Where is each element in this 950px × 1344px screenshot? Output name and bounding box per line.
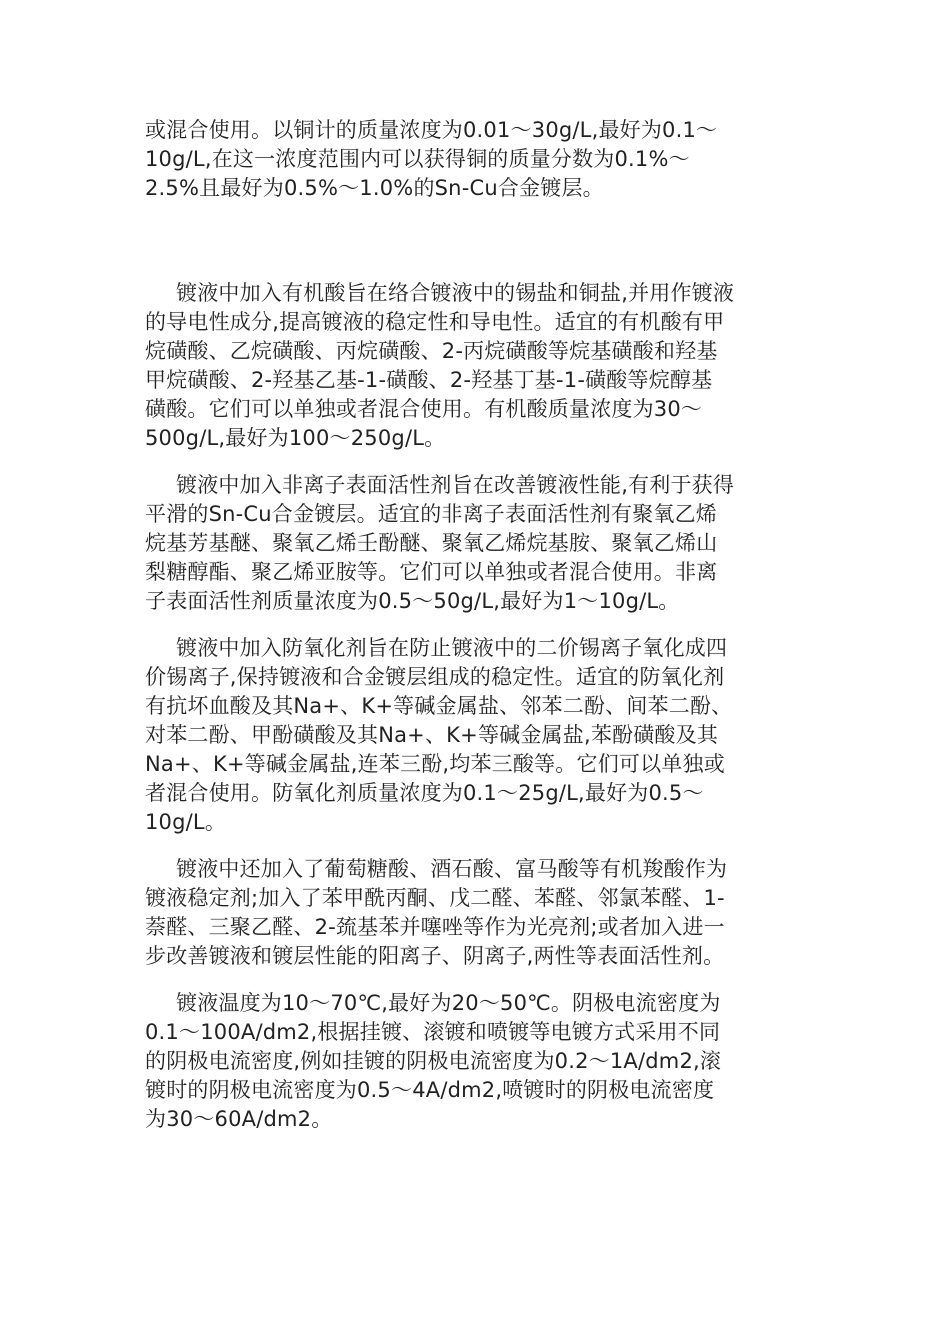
- paragraph-organic-acid: [145, 279, 805, 453]
- text-line: 的导电性成分,提高镀液的稳定性和导电性。适宜的有机酸有甲: [145, 310, 725, 334]
- document-body: [145, 116, 805, 1134]
- text-line: 10g/L。: [145, 810, 227, 834]
- text-line: 平滑的Sn-Cu合金镀层。适宜的非离子表面活性剂有聚氧乙烯: [145, 502, 717, 526]
- text-line: 磺酸。它们可以单独或者混合使用。有机酸质量浓度为30～: [145, 397, 703, 421]
- text-line: 0.1～100A/dm2,根据挂镀、滚镀和喷镀等电镀方式采用不同: [145, 1020, 721, 1044]
- text-line: 镀液稳定剂;加入了苯甲酰丙酮、戊二醛、苯醛、邻氯苯醛、1-: [145, 886, 725, 910]
- text-line: 镀液中加入防氧化剂旨在防止镀液中的二价锡离子氧化成四: [176, 636, 728, 660]
- text-line: 镀液温度为10～70℃,最好为20～50℃。阴极电流密度为: [176, 991, 721, 1015]
- text-line: 步改善镀液和镀层性能的阳离子、阴离子,两性等表面活性剂。: [145, 944, 725, 968]
- text-line: 镀时的阴极电流密度为0.5～4A/dm2,喷镀时的阴极电流密度: [145, 1078, 715, 1102]
- paragraph-stabilizer-brightener: [145, 855, 805, 971]
- text-line: 子表面活性剂质量浓度为0.5～50g/L,最好为1～10g/L。: [145, 589, 680, 613]
- text-line: 梨糖醇酯、聚乙烯亚胺等。它们可以单独或者混合使用。非离: [145, 560, 718, 584]
- paragraph-temperature-current: [145, 989, 805, 1134]
- text-line: 烷磺酸、乙烷磺酸、丙烷磺酸、2-丙烷磺酸等烷基磺酸和羟基: [145, 339, 718, 363]
- text-line: 对苯二酚、甲酚磺酸及其Na+、K+等碱金属盐,苯酚磺酸及其: [145, 723, 719, 747]
- text-line: 有抗坏血酸及其Na+、K+等碱金属盐、邻苯二酚、间苯二酚、: [145, 694, 733, 718]
- text-line: Na+、K+等碱金属盐,连苯三酚,均苯三酸等。它们可以单独或: [145, 752, 725, 776]
- text-line: 2.5%且最好为0.5%～1.0%的Sn-Cu合金镀层。: [145, 176, 604, 200]
- text-line: 或混合使用。以铜计的质量浓度为0.01～30g/L,最好为0.1～: [145, 118, 718, 142]
- text-line: 10g/L,在这一浓度范围内可以获得铜的质量分数为0.1%～: [145, 147, 690, 171]
- text-line: 镀液中加入非离子表面活性剂旨在改善镀液性能,有利于获得: [176, 473, 735, 497]
- text-line: 为30～60A/dm2。: [145, 1107, 333, 1131]
- text-line: 甲烷磺酸、2-羟基乙基-1-磺酸、2-羟基丁基-1-磺酸等烷醇基: [145, 368, 713, 392]
- text-line: 的阴极电流密度,例如挂镀的阴极电流密度为0.2～1A/dm2,滚: [145, 1049, 722, 1073]
- paragraph-nonionic-surfactant: [145, 471, 805, 616]
- text-line: 萘醛、三聚乙醛、2-巯基苯并噻唑等作为光亮剂;或者加入进一: [145, 915, 725, 939]
- text-line: 500g/L,最好为100～250g/L。: [145, 426, 446, 450]
- text-line: 烷基芳基醚、聚氧乙烯壬酚醚、聚氧乙烯烷基胺、聚氧乙烯山: [145, 531, 718, 555]
- text-line: 镀液中加入有机酸旨在络合镀液中的锡盐和铜盐,并用作镀液: [176, 281, 735, 305]
- paragraph-copper-concentration: [145, 116, 805, 203]
- text-line: 镀液中还加入了葡萄糖酸、酒石酸、富马酸等有机羧酸作为: [176, 857, 728, 881]
- paragraph-antioxidant: [145, 634, 805, 837]
- text-line: 者混合使用。防氧化剂质量浓度为0.1～25g/L,最好为0.5～: [145, 781, 704, 805]
- text-line: 价锡离子,保持镀液和合金镀层组成的稳定性。适宜的防氧化剂: [145, 665, 725, 689]
